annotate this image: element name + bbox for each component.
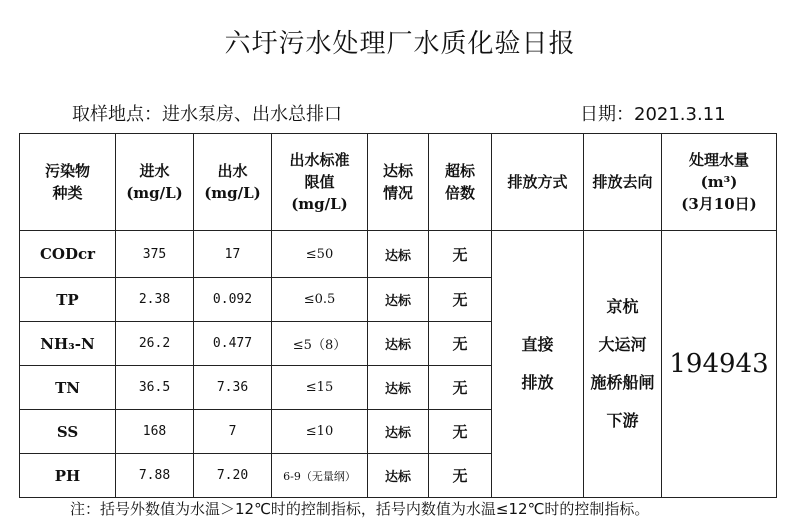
limit-value: ≤0.5	[272, 278, 368, 322]
outflow-value: 7.20	[194, 454, 272, 498]
header-discharge-dest: 排放去向	[584, 134, 662, 231]
status-value: 达标	[368, 366, 429, 410]
status-value: 达标	[368, 410, 429, 454]
pollutant-name: NH₃-N	[20, 322, 116, 366]
water-quality-table	[19, 133, 777, 498]
inflow-value: 36.5	[116, 366, 194, 410]
pollutant-name: TN	[20, 366, 116, 410]
outflow-value: 0.477	[194, 322, 272, 366]
pollutant-name: SS	[20, 410, 116, 454]
inflow-value: 7.88	[116, 454, 194, 498]
discharge-destination-cell: 京杭 大运河 施桥船闸 下游	[584, 231, 662, 498]
header-exceed: 超标 倍数	[429, 134, 492, 231]
limit-value: ≤50	[272, 231, 368, 278]
pollutant-name: CODcr	[20, 231, 116, 278]
limit-value: ≤10	[272, 410, 368, 454]
header-row	[20, 134, 777, 231]
pollutant-name: TP	[20, 278, 116, 322]
header-outflow: 出水 (mg/L)	[194, 134, 272, 231]
status-value: 达标	[368, 322, 429, 366]
outflow-value: 7	[194, 410, 272, 454]
discharge-mode-cell: 直接 排放	[492, 231, 584, 498]
inflow-value: 375	[116, 231, 194, 278]
status-value: 达标	[368, 278, 429, 322]
treated-volume-value: 194943	[662, 231, 777, 498]
limit-value: ≤15	[272, 366, 368, 410]
outflow-value: 0.092	[194, 278, 272, 322]
report-title: 六圩污水处理厂水质化验日报	[224, 29, 576, 59]
header-discharge-mode: 排放方式	[492, 134, 584, 231]
header-limit: 出水标准 限值 (mg/L)	[272, 134, 368, 231]
exceed-value: 无	[429, 322, 492, 366]
report-date: 日期：2021.3.11	[580, 104, 726, 125]
header-inflow: 进水 (mg/L)	[116, 134, 194, 231]
outflow-value: 7.36	[194, 366, 272, 410]
inflow-value: 168	[116, 410, 194, 454]
limit-value: ≤5（8）	[272, 322, 368, 366]
status-value: 达标	[368, 454, 429, 498]
exceed-value: 无	[429, 231, 492, 278]
inflow-value: 2.38	[116, 278, 194, 322]
inflow-value: 26.2	[116, 322, 194, 366]
status-value: 达标	[368, 231, 429, 278]
exceed-value: 无	[429, 454, 492, 498]
pollutant-name: PH	[20, 454, 116, 498]
outflow-value: 17	[194, 231, 272, 278]
exceed-value: 无	[429, 410, 492, 454]
exceed-value: 无	[429, 366, 492, 410]
header-status: 达标 情况	[368, 134, 429, 231]
footnote: 注：括号外数值为水温＞12℃时的控制指标，括号内数值为水温≤12℃时的控制指标。	[70, 500, 650, 518]
sampling-location: 取样地点：进水泵房、出水总排口	[72, 104, 342, 125]
header-volume: 处理水量 (m³) (3月10日)	[662, 134, 777, 231]
limit-value: 6-9（无量纲）	[272, 454, 368, 498]
exceed-value: 无	[429, 278, 492, 322]
table-row	[20, 231, 777, 278]
header-pollutant-type: 污染物 种类	[20, 134, 116, 231]
